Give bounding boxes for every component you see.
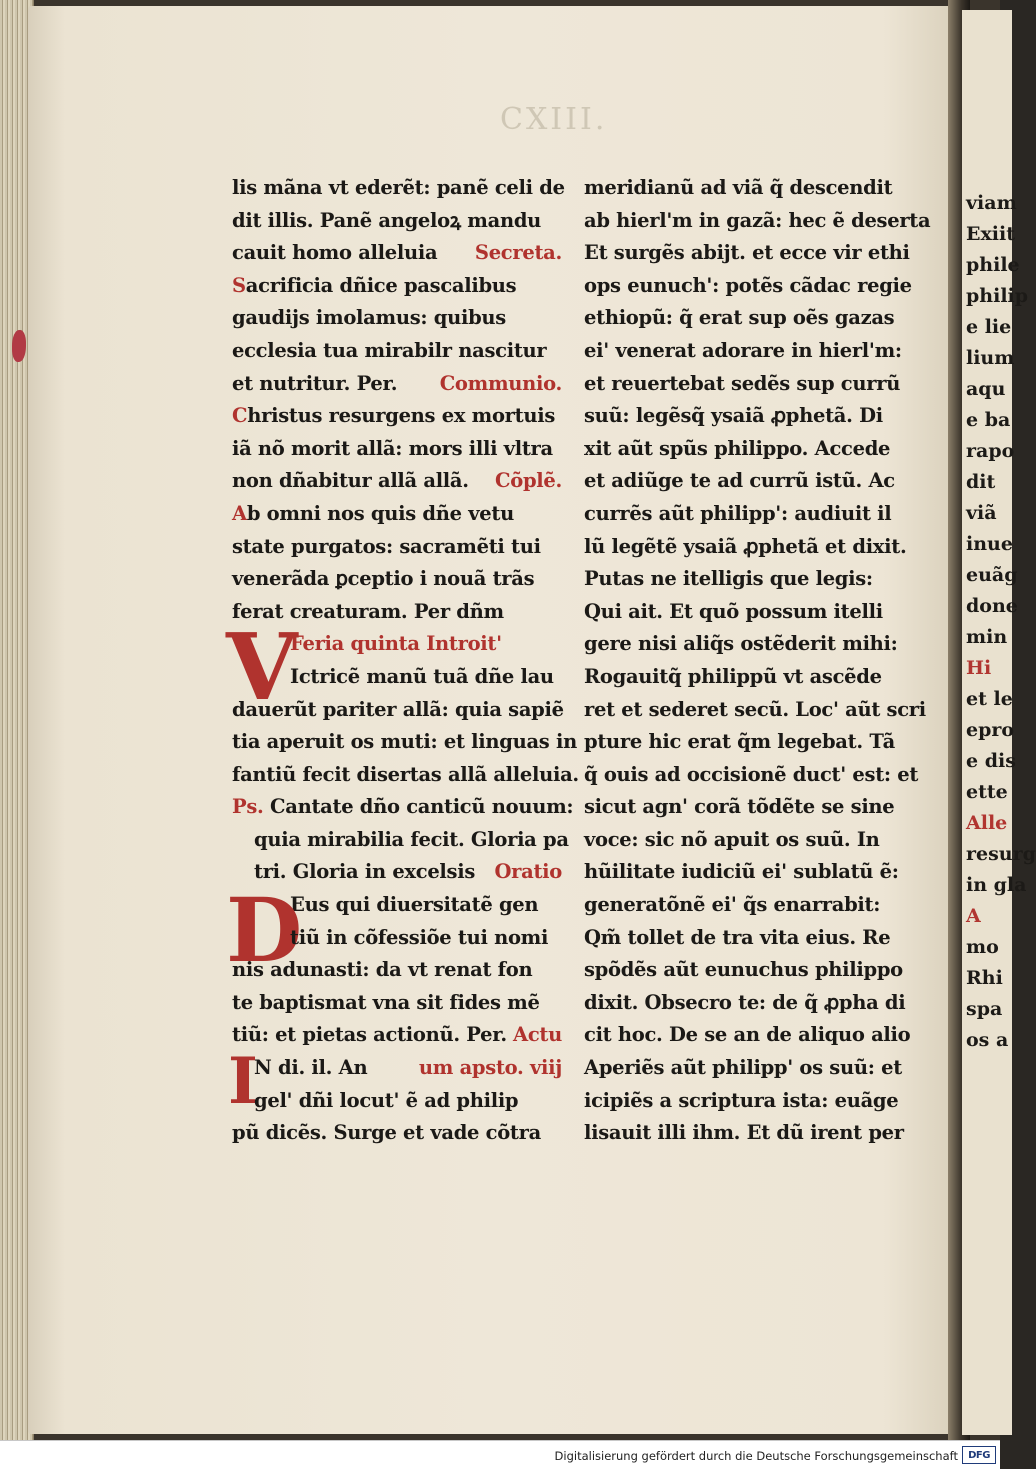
facing-line: e dis	[966, 750, 1016, 772]
text-line	[232, 694, 562, 727]
line-text: et nutritur. Per.	[232, 371, 398, 395]
text-line: lũ legẽtẽ ysaiã ꝓphetã et dixit.	[584, 534, 907, 558]
rubric-heading: um apsto. viij	[418, 1056, 562, 1080]
rubric-heading: Oratio	[494, 860, 562, 884]
text-line	[232, 791, 574, 824]
line-text: dit illis. Panẽ angeloꝝ mandu	[232, 208, 542, 232]
line-text: state purgatos: sacramẽti tui	[232, 534, 541, 558]
rubric-heading: Feria quinta Introit'	[290, 632, 502, 656]
text-line	[232, 531, 562, 564]
facing-line: euãg	[966, 564, 1018, 586]
text-line	[232, 987, 562, 1020]
text-line	[232, 205, 562, 238]
text-line: Rogauitq̃ philippũ vt ascẽde	[584, 664, 882, 688]
text-line: ops eunuch': potẽs cãdac regie	[584, 273, 912, 297]
text-line: ret et sederet secũ. Loc' aũt scri	[584, 697, 926, 721]
facing-line: epro	[966, 719, 1015, 741]
text-line	[232, 1117, 562, 1150]
text-line: Putas ne itelligis que legis:	[584, 567, 873, 591]
text-line	[232, 465, 562, 498]
facing-line: viam	[966, 192, 1017, 214]
text-line	[232, 1085, 562, 1118]
facing-line: e ba	[966, 409, 1011, 431]
text-line: sicut agn' corã tõdẽte se sine	[584, 795, 895, 819]
facing-line: lium	[966, 347, 1015, 369]
facing-line: in gla	[966, 874, 1027, 896]
text-line: xit aũt spũs philippo. Accede	[584, 436, 891, 460]
decorated-initial: V	[226, 613, 298, 722]
line-text: non dñabitur allã allã.	[232, 469, 469, 493]
line-text: tia aperuit os muti: et linguas in	[232, 730, 577, 754]
line-text: Eus qui diuersitatẽ gen	[290, 893, 539, 917]
text-line	[232, 368, 562, 401]
line-text: lis mãna vt ederẽt: panẽ celi de	[232, 176, 565, 199]
footer-bar	[0, 1440, 1000, 1469]
text-line: Qm̃ tollet de tra vita eius. Re	[584, 925, 891, 949]
text-line	[232, 400, 562, 433]
text-line	[232, 922, 562, 955]
text-line	[232, 824, 569, 857]
text-line: suũ: legẽsq̃ ysaiã ꝓphetã. Di	[584, 404, 883, 428]
dfg-logo-icon: DFG	[962, 1446, 996, 1464]
text-line: voce: sic nõ apuit os suũ. In	[584, 827, 880, 851]
text-line	[232, 726, 577, 759]
line-text: nis adunasti: da vt renat fon	[232, 958, 533, 982]
line-text: Ictricẽ manũ tuã dñe lau	[290, 664, 554, 688]
line-text: Cantate dño canticũ nouum:	[263, 795, 574, 819]
text-line	[232, 498, 562, 531]
footer-credit: Digitalisierung gefördert durch die Deutsche Forschungsgemeinschaft	[554, 1449, 958, 1463]
facing-line: Rhi	[966, 967, 1003, 989]
facing-line: ette	[966, 781, 1008, 803]
text-line	[232, 302, 562, 335]
folio-number: CXIII.	[500, 102, 608, 137]
rubric-heading: Communio.	[439, 371, 562, 395]
text-line: cit hoc. De se an de aliquo alio	[584, 1023, 911, 1047]
facing-line: min	[966, 626, 1008, 648]
line-text: N di. il. An	[254, 1056, 368, 1080]
line-text: gaudijs imolamus: quibus	[232, 306, 506, 330]
facing-line: et le	[966, 688, 1013, 710]
text-line: et adiũge te ad currũ istũ. Ac	[584, 469, 895, 493]
text-line: pture hic erat q̃m legebat. Tã	[584, 730, 895, 754]
text-line: generatõnẽ ei' q̃s enarrabit:	[584, 893, 881, 917]
text-line	[232, 1019, 562, 1052]
text-line	[232, 433, 562, 466]
facing-line: Exiit	[966, 223, 1016, 245]
rubric-initial: S	[232, 273, 246, 297]
facing-line: os a	[966, 1029, 1009, 1051]
text-line: gere nisi aliq̃s ostẽderit mihi:	[584, 632, 898, 656]
line-text: ecclesia tua mirabilr nascitur	[232, 338, 547, 362]
text-line: currẽs aũt philipp': audiuit il	[584, 501, 892, 525]
line-text: hristus resurgens ex mortuis	[247, 404, 556, 428]
text-line: ei' venerat adorare in hierl'm:	[584, 338, 902, 362]
line-text: te baptismat vna sit fides mẽ	[232, 990, 540, 1014]
text-line: icipiẽs a scriptura ista: euãge	[584, 1088, 899, 1112]
facing-line: spa	[966, 998, 1003, 1020]
facing-line: inue	[966, 533, 1013, 555]
rubric-initial: Ps.	[232, 795, 264, 819]
text-line	[232, 954, 562, 987]
line-text: cauit homo alleluia	[232, 241, 438, 265]
rubric-heading: Cõplẽ.	[495, 469, 562, 493]
text-line: q̃ ouis ad occisionẽ duct' est: et	[584, 762, 919, 786]
text-line	[232, 759, 579, 792]
line-text: dauerũt pariter allã: quia sapiẽ	[232, 697, 564, 721]
facing-line: resurg	[966, 843, 1036, 865]
line-text: quia mirabilia fecit. Gloria pa	[254, 827, 569, 851]
line-text: venerãda ꝑceptio i nouã trãs	[232, 567, 535, 591]
text-line	[232, 563, 562, 596]
line-text: fantiũ fecit disertas allã alleluia.	[232, 762, 579, 786]
text-line: et reuertebat sedẽs sup currũ	[584, 371, 901, 395]
facing-page	[962, 10, 1036, 1435]
facing-line: philip	[966, 285, 1029, 307]
left-text-column	[226, 172, 579, 1150]
line-text: acrificia dñice pascalibus	[245, 273, 517, 297]
right-text-column	[584, 172, 931, 1150]
facing-line: mo	[966, 936, 999, 958]
line-text: tiũ: et pietas actionũ. Per.	[232, 1023, 507, 1047]
facing-line: e lie	[966, 316, 1012, 338]
line-text: iã nõ morit allã: mors illi vltra	[232, 436, 553, 460]
facing-line: rapo	[966, 440, 1015, 462]
line-text: ferat creaturam. Per dñm	[232, 599, 504, 623]
text-line: Aperiẽs aũt philipp' os suũ: et	[584, 1056, 902, 1080]
text-line	[232, 237, 562, 270]
facing-line: aqu	[966, 378, 1006, 400]
facing-line: done	[966, 595, 1018, 617]
line-text: pũ dicẽs. Surge et vade cõtra	[232, 1121, 541, 1145]
facing-line: phile	[966, 254, 1020, 276]
text-line: dixit. Obsecro te: de q̃ ꝓpha di	[584, 990, 906, 1014]
decorated-initial: I	[228, 1044, 258, 1120]
text-line	[232, 172, 565, 205]
line-text: b omni nos quis dñe vetu	[246, 501, 514, 525]
text-line: Et surgẽs abijt. et ecce vir ethi	[584, 241, 910, 265]
text-line	[232, 270, 562, 303]
line-text: gel' dñi locut' ẽ ad philip	[254, 1088, 519, 1112]
facing-line: Hi	[966, 657, 992, 679]
bookmark-ribbon	[12, 330, 26, 362]
text-line: spõdẽs aũt eunuchus philippo	[584, 958, 903, 982]
text-line: ethiopũ: q̃ erat sup oẽs gazas	[584, 306, 895, 330]
text-line: ab hierl'm in gazã: hec ẽ deserta	[584, 208, 931, 232]
text-line: Qui ait. Et quõ possum itelli	[584, 599, 883, 623]
facing-line: dit	[966, 471, 996, 493]
line-text: tri. Gloria in excelsis	[254, 860, 475, 884]
facing-line: A	[966, 905, 981, 927]
line-text: tiũ in cõfessiõe tui nomi	[290, 925, 549, 949]
rubric-heading: Secreta.	[474, 241, 562, 265]
text-line: hũilitate iudiciũ ei' sublatũ ẽ:	[584, 860, 899, 884]
rubric-initial: A	[232, 501, 247, 525]
facing-line: Alle	[966, 812, 1008, 834]
text-line	[232, 661, 562, 694]
rubric-heading: Actu	[513, 1023, 562, 1047]
text-line: lisauit illi ihm. Et dũ irent per	[584, 1121, 904, 1145]
rubric-initial: C	[232, 404, 248, 428]
text-line: meridianũ ad viã q̃ descendit	[584, 176, 893, 199]
decorated-initial: D	[226, 878, 303, 983]
facing-line: viã	[966, 502, 997, 524]
text-line	[232, 335, 562, 368]
facing-page-lines	[962, 188, 1036, 1056]
